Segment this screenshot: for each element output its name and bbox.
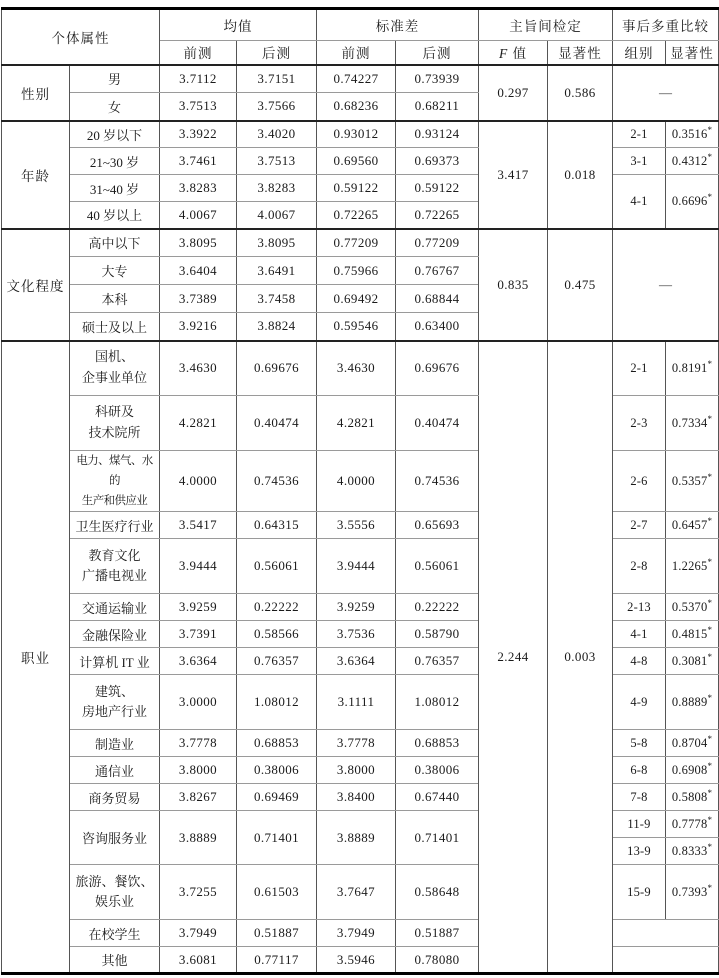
cell-mean-post: 0.51887 (237, 920, 317, 947)
cell-posthoc-dash: — (613, 229, 719, 341)
cell-sd-post: 0.72265 (396, 202, 479, 229)
cell-sub-label: 其他 (70, 947, 160, 974)
cell-mean-post: 0.77117 (237, 947, 317, 974)
cell-posthoc-group: 4-1 (613, 621, 666, 648)
cell-mean-pre: 3.9259 (160, 594, 237, 621)
cell-posthoc-group: 4-8 (613, 648, 666, 675)
cell-mean-post: 0.69676 (237, 341, 317, 396)
cell-posthoc-group: 6-8 (613, 757, 666, 784)
cell-sd-post: 0.22222 (396, 594, 479, 621)
cell-sd-pre: 3.7949 (317, 920, 396, 947)
cell-posthoc-dash: — (613, 65, 719, 121)
cell-mean-pre: 3.7949 (160, 920, 237, 947)
cell-mean-pre: 3.7778 (160, 730, 237, 757)
cell-sd-pre: 3.9259 (317, 594, 396, 621)
cell-sub-label: 大专 (70, 257, 160, 285)
cell-sub-label: 国机、 企事业单位 (70, 341, 160, 396)
cell-sub-label: 制造业 (70, 730, 160, 757)
cell-posthoc-group: 2-1 (613, 341, 666, 396)
cell-group-label: 职业 (2, 341, 70, 974)
cell-mean-pre: 3.6364 (160, 648, 237, 675)
header-row-groups (2, 9, 719, 41)
cell-sd-pre: 3.8000 (317, 757, 396, 784)
cell-mean-post: 0.69469 (237, 784, 317, 811)
header-attribute: 个体属性 (2, 9, 160, 65)
header-f-value: F 值 (479, 41, 548, 65)
cell-posthoc-sig: 0.8704* (666, 730, 719, 757)
cell-sub-label: 旅游、餐饮、 娱乐业 (70, 865, 160, 920)
cell-mean-post: 0.68853 (237, 730, 317, 757)
cell-mean-post: 4.0067 (237, 202, 317, 229)
cell-mean-pre: 3.4630 (160, 341, 237, 396)
row-job-state-org (2, 341, 719, 396)
cell-sd-post: 0.77209 (396, 229, 479, 257)
cell-mean-post: 0.22222 (237, 594, 317, 621)
cell-posthoc-sig: 0.8889* (666, 675, 719, 730)
cell-sub-label: 在校学生 (70, 920, 160, 947)
cell-group-label: 年龄 (2, 121, 70, 229)
cell-sd-post: 0.93124 (396, 121, 479, 148)
cell-sub-label: 21~30 岁 (70, 148, 160, 175)
cell-mean-pre: 3.8000 (160, 757, 237, 784)
header-test-sig: 显著性 (548, 41, 613, 65)
cell-sub-label: 建筑、 房地产行业 (70, 675, 160, 730)
cell-sd-pre: 0.59546 (317, 313, 396, 341)
header-mean-pre: 前测 (160, 41, 237, 65)
cell-posthoc-sig: 0.7778* (666, 811, 719, 838)
cell-posthoc-sig: 0.8191* (666, 341, 719, 396)
header-posthoc: 事后多重比较 (613, 9, 719, 41)
cell-sd-post: 0.58790 (396, 621, 479, 648)
cell-sub-label: 商务贸易 (70, 784, 160, 811)
cell-sub-label: 教育文化 广播电视业 (70, 539, 160, 594)
cell-sd-post: 0.58648 (396, 865, 479, 920)
row-edu-highschool (2, 229, 719, 257)
cell-sd-post: 0.76767 (396, 257, 479, 285)
cell-sd-pre: 0.69492 (317, 285, 396, 313)
cell-sub-label: 本科 (70, 285, 160, 313)
cell-mean-pre: 4.0000 (160, 451, 237, 512)
cell-sd-pre: 3.9444 (317, 539, 396, 594)
cell-sd-pre: 3.7778 (317, 730, 396, 757)
cell-sd-pre: 0.59122 (317, 175, 396, 202)
cell-sd-pre: 3.8400 (317, 784, 396, 811)
cell-posthoc-sig: 0.5808* (666, 784, 719, 811)
cell-significance: 0.586 (548, 65, 613, 121)
cell-sub-label: 交通运输业 (70, 594, 160, 621)
cell-sub-label: 女 (70, 93, 160, 121)
cell-mean-post: 3.7566 (237, 93, 317, 121)
cell-posthoc-sig: 0.4312* (666, 148, 719, 175)
header-sd: 标准差 (317, 9, 479, 41)
cell-posthoc-sig: 0.6457* (666, 512, 719, 539)
cell-posthoc-group: 2-1 (613, 121, 666, 148)
cell-sd-pre: 3.5556 (317, 512, 396, 539)
cell-significance: 0.003 (548, 341, 613, 974)
cell-significance: 0.018 (548, 121, 613, 229)
cell-mean-post: 0.71401 (237, 811, 317, 865)
cell-posthoc-group: 2-3 (613, 396, 666, 451)
cell-mean-pre: 3.9216 (160, 313, 237, 341)
cell-mean-pre: 3.3922 (160, 121, 237, 148)
cell-sd-pre: 3.1111 (317, 675, 396, 730)
cell-sub-label: 科研及 技术院所 (70, 396, 160, 451)
cell-mean-pre: 4.0067 (160, 202, 237, 229)
row-age-under20 (2, 121, 719, 148)
cell-mean-post: 3.8095 (237, 229, 317, 257)
cell-mean-pre: 3.5417 (160, 512, 237, 539)
cell-posthoc-sig: 0.7393* (666, 865, 719, 920)
cell-f-value: 2.244 (479, 341, 548, 974)
cell-posthoc-group: 3-1 (613, 148, 666, 175)
cell-mean-pre: 3.7255 (160, 865, 237, 920)
cell-sd-post: 0.73939 (396, 65, 479, 93)
cell-group-label: 文化程度 (2, 229, 70, 341)
cell-sub-label: 40 岁以上 (70, 202, 160, 229)
cell-sd-post: 0.76357 (396, 648, 479, 675)
cell-mean-pre: 3.8095 (160, 229, 237, 257)
cell-posthoc-group: 2-7 (613, 512, 666, 539)
header-sd-pre: 前测 (317, 41, 396, 65)
cell-mean-post: 3.4020 (237, 121, 317, 148)
cell-mean-pre: 3.0000 (160, 675, 237, 730)
header-posthoc-sig: 显著性 (666, 41, 719, 65)
cell-sd-pre: 0.69560 (317, 148, 396, 175)
cell-sd-post: 0.51887 (396, 920, 479, 947)
cell-posthoc-empty (613, 920, 719, 947)
cell-posthoc-sig: 1.2265* (666, 539, 719, 594)
cell-mean-post: 0.64315 (237, 512, 317, 539)
cell-sd-post: 0.38006 (396, 757, 479, 784)
cell-posthoc-group: 2-8 (613, 539, 666, 594)
cell-posthoc-group: 2-6 (613, 451, 666, 512)
cell-sub-label: 卫生医疗行业 (70, 512, 160, 539)
cell-mean-post: 3.7458 (237, 285, 317, 313)
cell-sd-pre: 0.93012 (317, 121, 396, 148)
cell-sd-pre: 0.72265 (317, 202, 396, 229)
header-sd-post: 后测 (396, 41, 479, 65)
cell-sd-post: 0.69373 (396, 148, 479, 175)
cell-f-value: 0.835 (479, 229, 548, 341)
cell-mean-pre: 3.7389 (160, 285, 237, 313)
cell-mean-pre: 4.2821 (160, 396, 237, 451)
cell-sd-pre: 3.7536 (317, 621, 396, 648)
cell-mean-post: 3.7151 (237, 65, 317, 93)
cell-sd-pre: 4.0000 (317, 451, 396, 512)
cell-f-value: 0.297 (479, 65, 548, 121)
cell-mean-post: 3.8824 (237, 313, 317, 341)
cell-mean-post: 3.7513 (237, 148, 317, 175)
cell-sd-pre: 3.4630 (317, 341, 396, 396)
header-mean-post: 后测 (237, 41, 317, 65)
cell-posthoc-sig: 0.4815* (666, 621, 719, 648)
cell-sub-label: 电力、煤气、水的 生产和供应业 (70, 451, 160, 512)
cell-significance: 0.475 (548, 229, 613, 341)
cell-mean-pre: 3.7391 (160, 621, 237, 648)
cell-sub-label: 计算机 IT 业 (70, 648, 160, 675)
table-header (2, 9, 719, 65)
cell-posthoc-sig: 0.7334* (666, 396, 719, 451)
cell-group-label: 性别 (2, 65, 70, 121)
cell-posthoc-group: 4-1 (613, 175, 666, 229)
cell-posthoc-sig: 0.3081* (666, 648, 719, 675)
cell-sub-label: 31~40 岁 (70, 175, 160, 202)
cell-sub-label: 金融保险业 (70, 621, 160, 648)
cell-posthoc-group: 7-8 (613, 784, 666, 811)
cell-sd-post: 0.59122 (396, 175, 479, 202)
cell-sd-pre: 0.77209 (317, 229, 396, 257)
cell-posthoc-group: 2-13 (613, 594, 666, 621)
cell-sd-post: 0.71401 (396, 811, 479, 865)
cell-posthoc-sig: 0.8333* (666, 838, 719, 865)
cell-sd-pre: 0.75966 (317, 257, 396, 285)
cell-sd-post: 0.65693 (396, 512, 479, 539)
cell-mean-pre: 3.7513 (160, 93, 237, 121)
cell-sd-pre: 4.2821 (317, 396, 396, 451)
cell-mean-pre: 3.7112 (160, 65, 237, 93)
cell-mean-post: 0.61503 (237, 865, 317, 920)
cell-mean-pre: 3.7461 (160, 148, 237, 175)
cell-mean-pre: 3.6404 (160, 257, 237, 285)
cell-sd-post: 0.68853 (396, 730, 479, 757)
cell-posthoc-group: 5-8 (613, 730, 666, 757)
cell-sd-post: 0.40474 (396, 396, 479, 451)
cell-sd-pre: 3.8889 (317, 811, 396, 865)
cell-sub-label: 男 (70, 65, 160, 93)
cell-posthoc-sig: 0.3516* (666, 121, 719, 148)
cell-posthoc-group: 15-9 (613, 865, 666, 920)
cell-sd-post: 0.68844 (396, 285, 479, 313)
cell-posthoc-sig: 0.6908* (666, 757, 719, 784)
cell-mean-post: 0.56061 (237, 539, 317, 594)
cell-sd-pre: 0.68236 (317, 93, 396, 121)
cell-mean-pre: 3.8267 (160, 784, 237, 811)
cell-sd-post: 0.68211 (396, 93, 479, 121)
table-body (2, 65, 719, 974)
cell-sd-post: 0.67440 (396, 784, 479, 811)
cell-sd-pre: 3.7647 (317, 865, 396, 920)
cell-posthoc-group: 13-9 (613, 838, 666, 865)
cell-sd-post: 0.63400 (396, 313, 479, 341)
cell-posthoc-group: 4-9 (613, 675, 666, 730)
statistics-table (1, 7, 719, 975)
row-gender-male (2, 65, 719, 93)
cell-posthoc-empty (613, 947, 719, 974)
cell-sub-label: 通信业 (70, 757, 160, 784)
cell-mean-post: 0.38006 (237, 757, 317, 784)
cell-sub-label: 咨询服务业 (70, 811, 160, 865)
cell-sd-post: 1.08012 (396, 675, 479, 730)
cell-sd-pre: 3.5946 (317, 947, 396, 974)
header-between-test: 主旨间检定 (479, 9, 613, 41)
header-mean: 均值 (160, 9, 317, 41)
cell-posthoc-sig: 0.5357* (666, 451, 719, 512)
cell-mean-pre: 3.6081 (160, 947, 237, 974)
cell-f-value: 3.417 (479, 121, 548, 229)
cell-sub-label: 硕士及以上 (70, 313, 160, 341)
header-posthoc-group: 组别 (613, 41, 666, 65)
cell-posthoc-sig: 0.5370* (666, 594, 719, 621)
cell-mean-post: 1.08012 (237, 675, 317, 730)
cell-mean-post: 3.8283 (237, 175, 317, 202)
cell-mean-post: 0.74536 (237, 451, 317, 512)
cell-sd-pre: 3.6364 (317, 648, 396, 675)
cell-sd-post: 0.69676 (396, 341, 479, 396)
cell-mean-post: 0.58566 (237, 621, 317, 648)
cell-mean-pre: 3.8283 (160, 175, 237, 202)
cell-mean-pre: 3.8889 (160, 811, 237, 865)
cell-sd-post: 0.56061 (396, 539, 479, 594)
cell-mean-post: 0.40474 (237, 396, 317, 451)
cell-sd-pre: 0.74227 (317, 65, 396, 93)
cell-mean-post: 3.6491 (237, 257, 317, 285)
cell-posthoc-group: 11-9 (613, 811, 666, 838)
cell-sd-post: 0.74536 (396, 451, 479, 512)
cell-sub-label: 20 岁以下 (70, 121, 160, 148)
cell-mean-post: 0.76357 (237, 648, 317, 675)
cell-sd-post: 0.78080 (396, 947, 479, 974)
cell-sub-label: 高中以下 (70, 229, 160, 257)
cell-posthoc-sig: 0.6696* (666, 175, 719, 229)
cell-mean-pre: 3.9444 (160, 539, 237, 594)
